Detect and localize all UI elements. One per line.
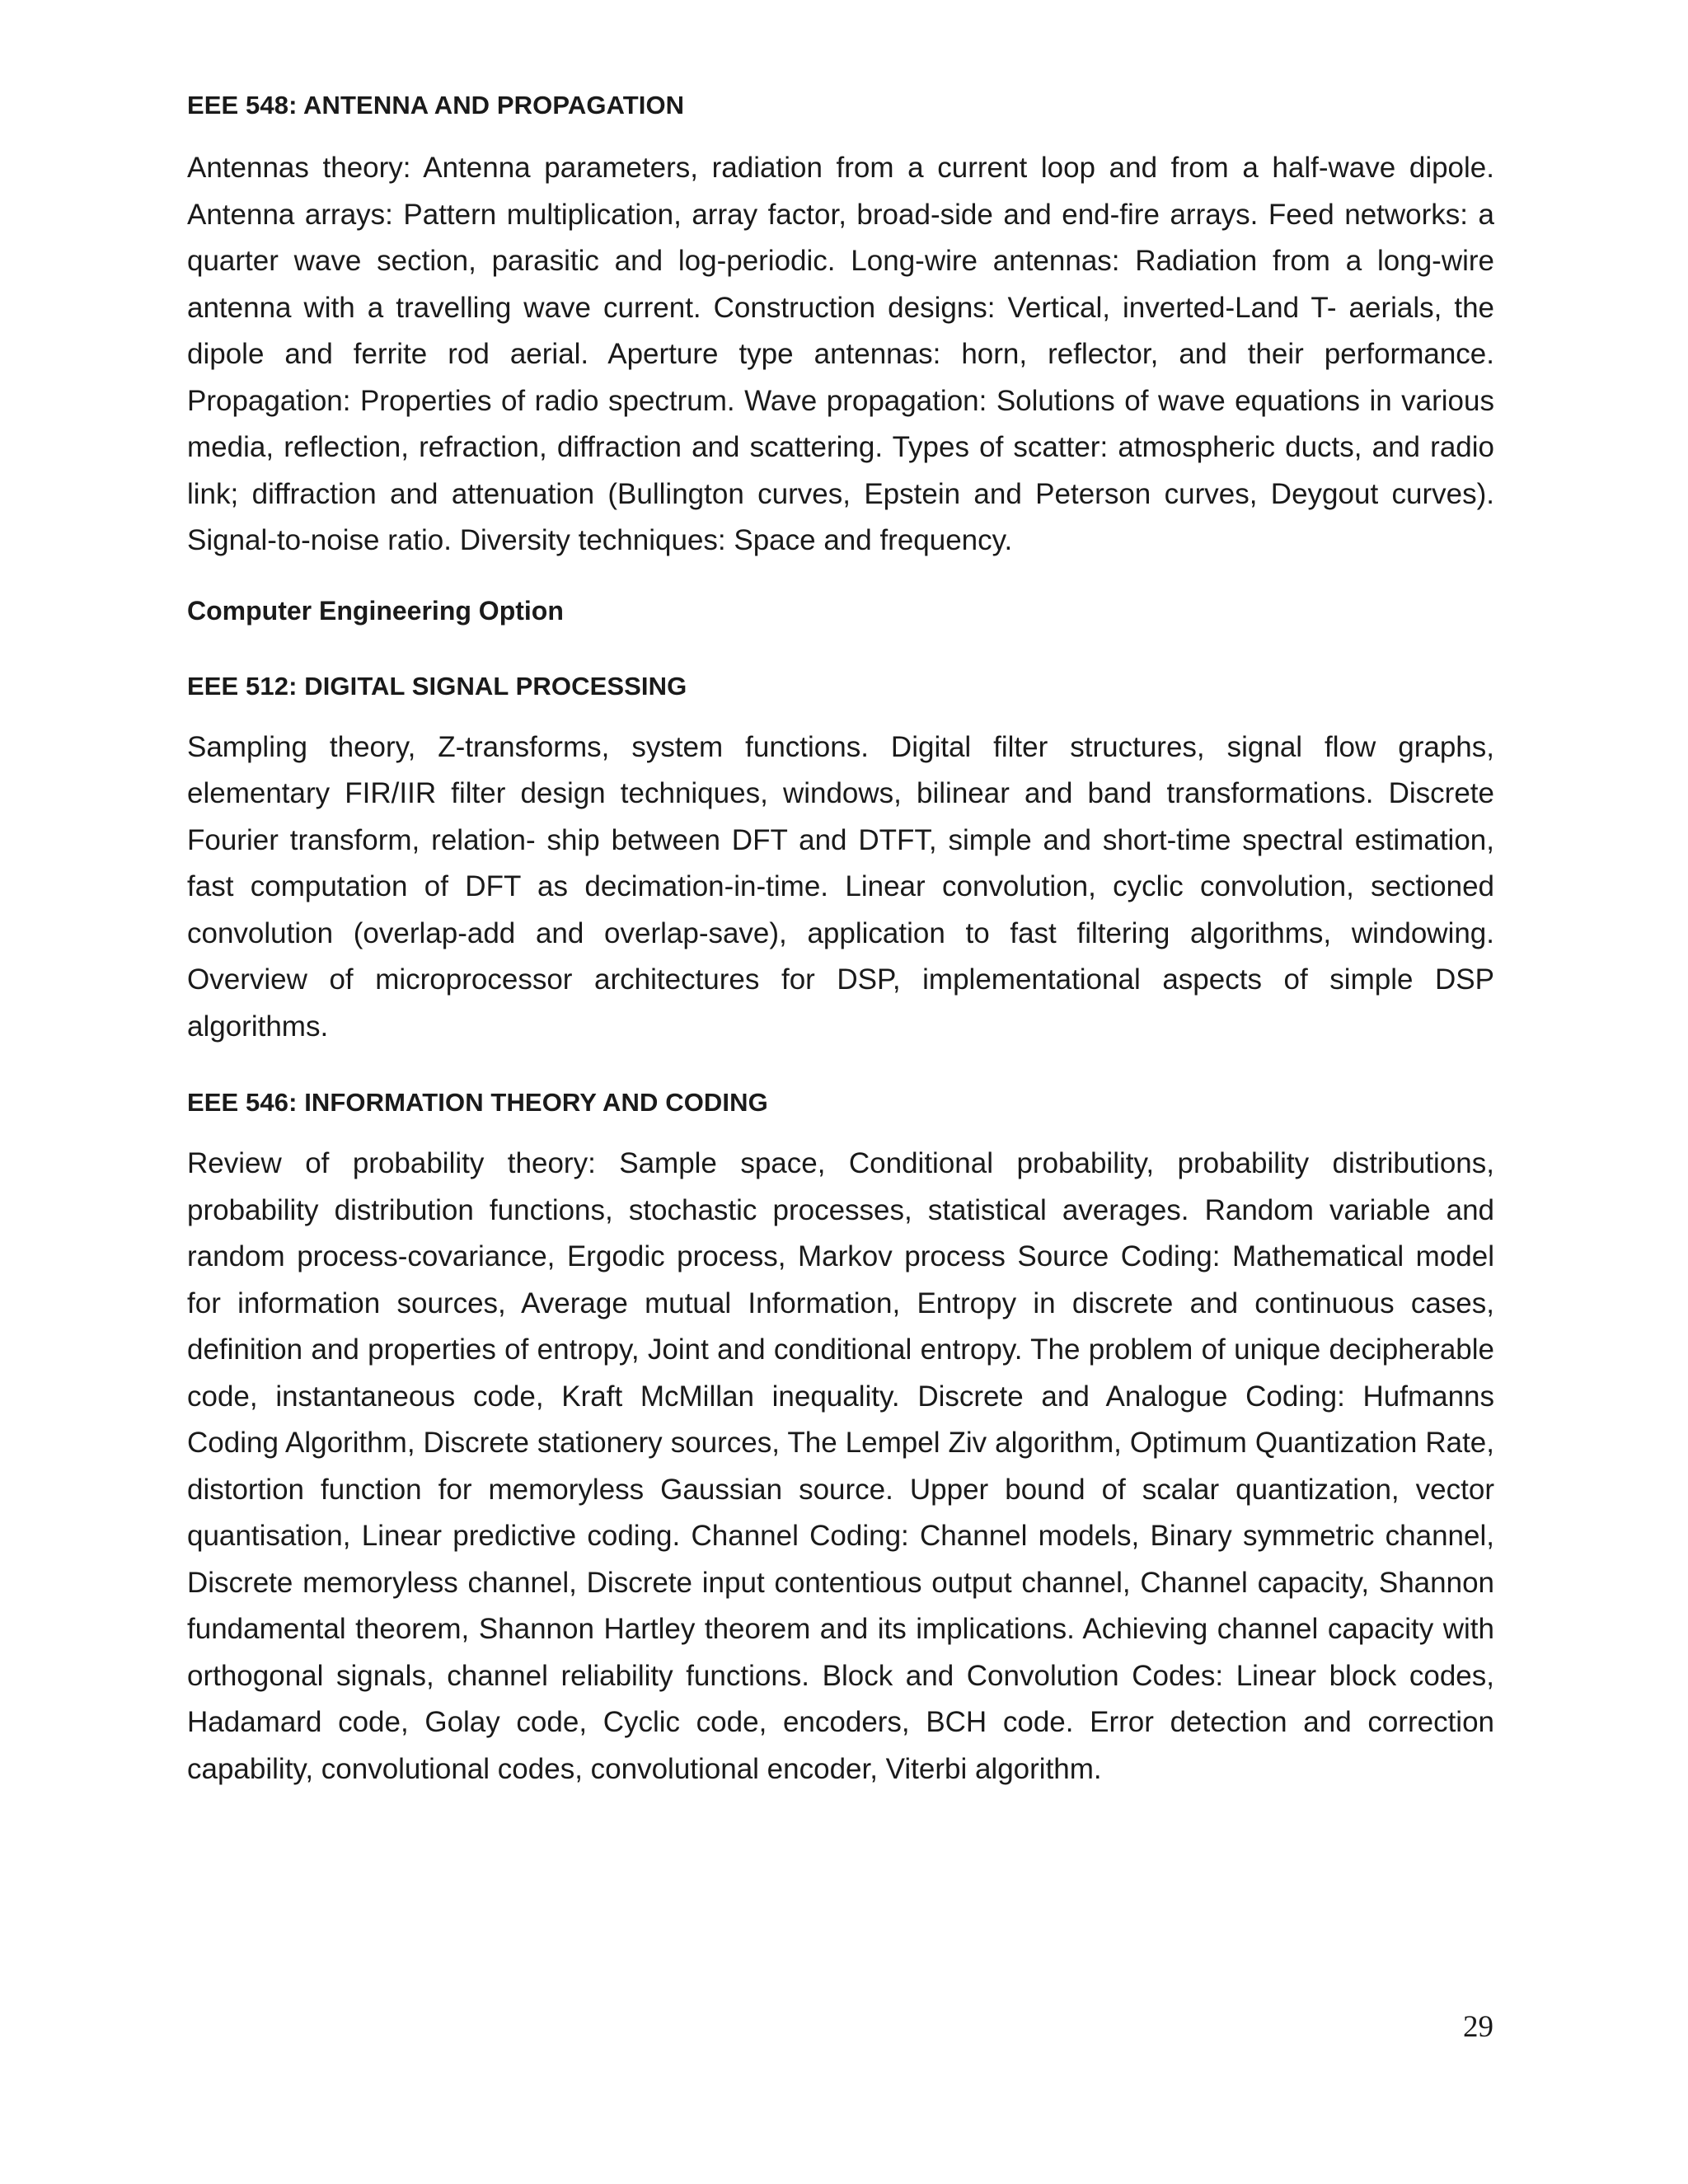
course-description-eee512: Sampling theory, Z-transforms, system functions. Digital filter structures, signal flow graphs, elementary FIR/IIR filter design techniques, windows, bilinear and band transformations. Discrete Fourier transform, relation- ship between DFT and DTFT, simple and short-time spectral estimation, fast computation of DFT as decimation-in-time. Linear convolution, cyclic convolution, sectioned convolution (overlap-add and overlap-save), application to fast filtering algorithms, windowing. Overview of microprocessor architectures for DSP, implementational aspects of simple DSP algorithms.	[187, 730, 1494, 1043]
document-page	[187, 89, 1494, 1793]
course-description-eee546: Review of probability theory: Sample space, Conditional probability, probability distributions, probability distribution functions, stochastic processes, statistical averages. Random variable and random process-covariance, Ergodic process, Markov process Source Coding: Mathematical model for information sources, Average mutual Information, Entropy in discrete and continuous cases, definition and properties of entropy, Joint and conditional entropy. The problem of unique decipherable code, instantaneous code, Kraft McMillan inequality. Discrete and Analogue Coding: Hufmanns Coding Algorithm, Discrete stationery sources, The Lempel Ziv algorithm, Optimum Quantization Rate, distortion function for memoryless Gaussian source. Upper bound of scalar quantization, vector quantisation, Linear predictive coding. Channel Coding: Channel models, Binary symmetric channel, Discrete memoryless channel, Discrete input contentious output channel, Channel capacity, Shannon fundamental theorem, Shannon Hartley theorem and its implications. Achieving channel capacity with orthogonal signals, channel reliability functions. Block and Convolution Codes: Linear block codes, Hadamard code, Golay code, Cyclic code, encoders, BCH code. Error detection and correction capability, convolutional codes, convolutional encoder, Viterbi algorithm.	[187, 1147, 1494, 1785]
course-description-eee548: Antennas theory: Antenna parameters, radiation from a current loop and from a half-wave dipole. Antenna arrays: Pattern multiplication, array factor, broad-side and end-fire arrays. Feed networks: a quarter wave section, parasitic and log-periodic. Long-wire antennas: Radiation from a long-wire antenna with a travelling wave current. Construction designs: Vertical, inverted-Land T- aerials, the dipole and ferrite rod aerial. Aperture type antennas: horn, reflector, and their performance. Propagation: Properties of radio spectrum. Wave propagation: Solutions of wave equations in various media, reflection, refraction, diffraction and scattering. Types of scatter: atmospheric ducts, and radio link; diffraction and attenuation (Bullington curves, Epstein and Peterson curves, Deygout curves). Signal-to-noise ratio. Diversity techniques: Space and frequency.	[187, 152, 1494, 556]
option-heading-computer-engineering: Computer Engineering Option	[187, 595, 564, 626]
course-heading-eee546: EEE 546: INFORMATION THEORY AND CODING	[187, 1088, 768, 1117]
page-number: 29	[1463, 2010, 1493, 2044]
course-heading-eee512: EEE 512: DIGITAL SIGNAL PROCESSING	[187, 671, 687, 701]
course-heading-eee548: EEE 548: ANTENNA AND PROPAGATION	[187, 91, 685, 120]
